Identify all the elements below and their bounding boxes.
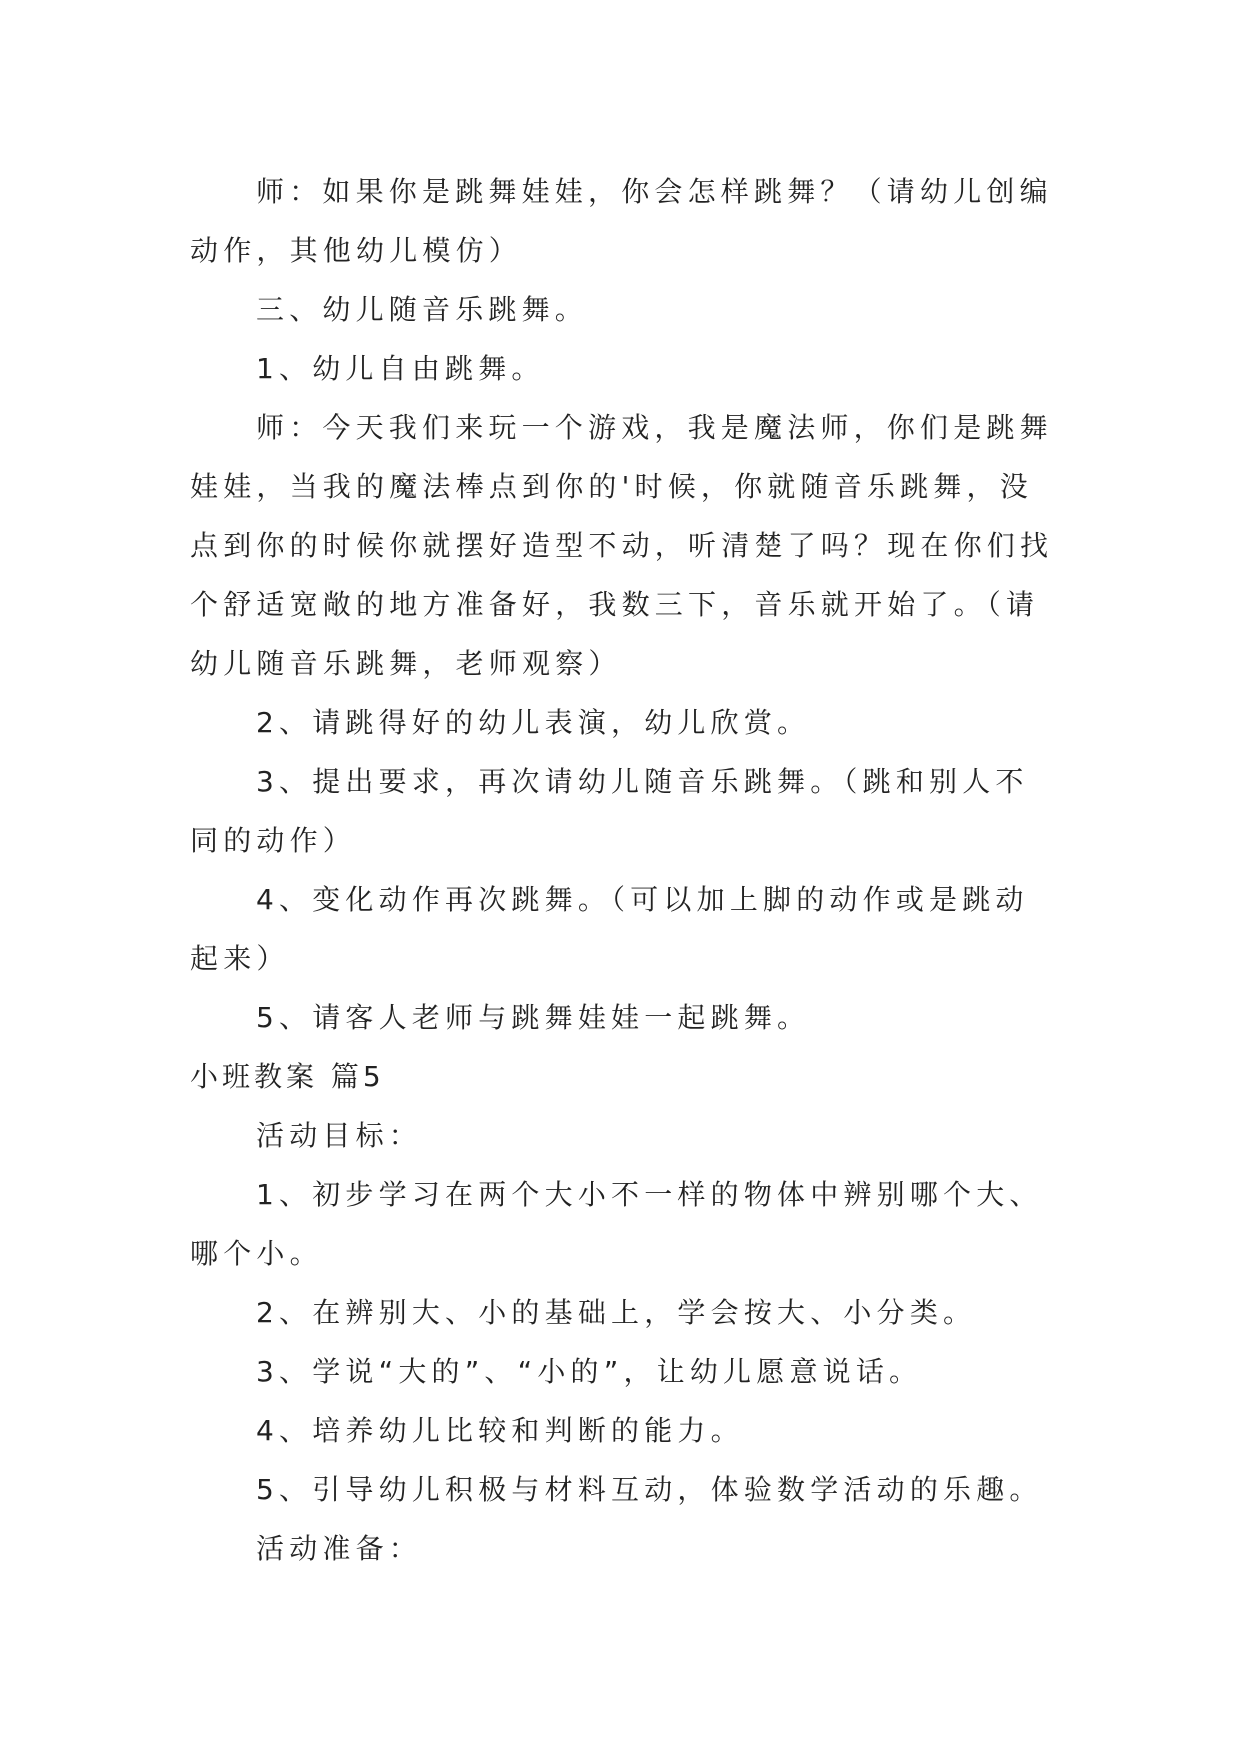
goal-item-4: 4、培养幼儿比较和判断的能力。 — [256, 1414, 744, 1447]
goal-item-1: 1、初步学习在两个大小不一样的物体中辨别哪个大、哪个小。 — [190, 1178, 1043, 1270]
lesson-title: 小班教案 篇5 — [190, 1060, 385, 1093]
goal-item-3: 3、学说“大的”、“小的”，让幼儿愿意说话。 — [256, 1355, 923, 1388]
section-heading-dance-to-music: 三、幼儿随音乐跳舞。 — [256, 293, 589, 326]
paragraph-teacher-game: 师：今天我们来玩一个游戏，我是魔法师，你们是跳舞娃娃，当我的魔法棒点到你的'时候，你就随音乐跳舞，没点到你的时候你就摆好造型不动，听清楚了吗？现在你们找个舒适宽敞的地方准备好，我数三下，音乐就开始了。（请幼儿随音乐跳舞，老师观察） — [190, 411, 1054, 680]
step-requirements: 3、提出要求，再次请幼儿随音乐跳舞。（跳和别人不同的动作） — [190, 765, 1029, 857]
activity-goals-heading: 活动目标： — [256, 1119, 423, 1152]
goal-item-5: 5、引导幼儿积极与材料互动，体验数学活动的乐趣。 — [256, 1473, 1043, 1506]
step-free-dance: 1、幼儿自由跳舞。 — [256, 352, 545, 385]
paragraph-teacher-question: 师：如果你是跳舞娃娃，你会怎样跳舞？（请幼儿创编动作，其他幼儿模仿） — [190, 175, 1053, 267]
step-dance-together: 5、请客人老师与跳舞娃娃一起跳舞。 — [256, 1001, 811, 1034]
activity-preparation-heading: 活动准备： — [256, 1532, 423, 1565]
goal-item-2: 2、在辨别大、小的基础上，学会按大、小分类。 — [256, 1296, 977, 1329]
step-change-actions: 4、变化动作再次跳舞。（可以加上脚的动作或是跳动起来） — [190, 883, 1029, 975]
document-body — [190, 162, 1058, 1578]
step-performance: 2、请跳得好的幼儿表演，幼儿欣赏。 — [256, 706, 811, 739]
